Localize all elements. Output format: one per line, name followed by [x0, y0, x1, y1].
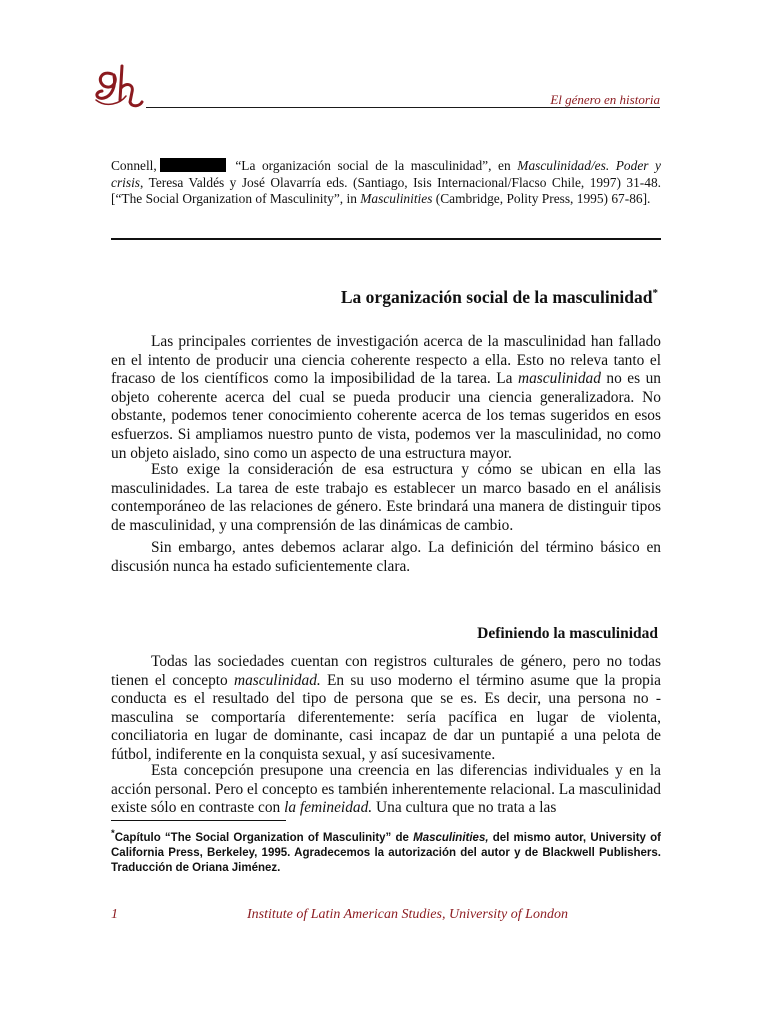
- paragraph-4: [111, 653, 661, 765]
- redaction-box: [160, 158, 226, 172]
- citation-book-2: Masculinities: [360, 191, 433, 206]
- paragraph-1: [111, 333, 661, 463]
- footnote: [111, 826, 661, 876]
- gh-monogram-logo-icon: [90, 60, 152, 112]
- page-header: [90, 60, 660, 120]
- citation-book-1: Masculinidad/es. Poder y crisis: [111, 158, 662, 190]
- paragraph-1-text-a: Las principales corrientes de investigación acerca de la masculinidad han fallado en el intento de producir una ciencia coherente respecto a ella. Esto no releva tanto el fracaso de los científicos como la imposibilidad de la tarea. La: [111, 333, 661, 388]
- running-header-title: El género en historia: [550, 92, 660, 107]
- citation-author: Connell,: [111, 158, 157, 173]
- paragraph-2: [111, 461, 661, 535]
- title-footnote-mark: *: [652, 287, 658, 300]
- citation-text-1: “La organización social de la masculinidad”, en: [228, 158, 518, 173]
- paragraph-3-text: Sin embargo, antes debemos aclarar algo. La definición del término básico en discusión nunca ha estado suficientemente clara.: [111, 539, 661, 575]
- footnote-emphasis: Masculinities,: [413, 831, 489, 844]
- page-number: 1: [111, 907, 118, 922]
- footnote-rule: [111, 820, 286, 821]
- citation-block: [111, 158, 661, 208]
- paragraph-1-text-b: no es un objeto coherente acerca del cual se pueda producir una ciencia generalizadora. No obstante, podemos tener conocimiento coherente acerca de los temas sugeridos en esos esfuerzos. Si ampliamos nuestro punto de vista, podemos ver la masculinidad, no como un objeto aislado, sino como un aspecto de una estructura mayor.: [111, 370, 661, 462]
- paragraph-5-text-a: Esta concepción presupone una creencia en las diferencias individuales y en la acción personal. Pero el concepto es también inherentemente relacional. La masculinidad existe sólo en contraste con: [111, 762, 661, 817]
- paragraph-5-text-b: Una cultura que no trata a las: [372, 799, 557, 817]
- footer-institution: Institute of Latin American Studies, University of London: [247, 907, 568, 922]
- footnote-text-a: Capítulo “The Social Organization of Masculinity” de: [114, 831, 414, 844]
- paragraph-5-emphasis: la femineidad.: [284, 799, 373, 817]
- paragraph-5: [111, 762, 661, 818]
- paragraph-4-text-b: En su uso moderno el término asume que la propia conducta es el resultado del tipo de persona que se es. Es decir, una persona no -masculina se comportaría diferentemente: sería pacífica en lugar de violenta, conciliatoria en lugar de dominante, casi incapaz de dar un puntapié a una pelota de fútbol, indiferente en la conquista sexual, y así sucesivamente.: [111, 671, 661, 763]
- paragraph-3: [111, 539, 661, 576]
- paragraph-4-text-a: Todas las sociedades cuentan con registros culturales de género, pero no todas tienen el concepto: [111, 653, 661, 689]
- article-title: [341, 287, 658, 308]
- citation-rule: [111, 238, 661, 240]
- footnote-mark: *: [111, 828, 115, 839]
- citation-text-2: , Teresa Valdés y José Olavarría eds. (Santiago, Isis Internacional/Flacso Chile, 1997) 31-48. [“The Social Organization of Masculinity”, in: [111, 174, 661, 206]
- citation-text-3: (Cambridge, Polity Press, 1995) 67-86].: [432, 191, 651, 206]
- section-heading: Definiendo la masculinidad: [477, 625, 658, 642]
- paragraph-4-emphasis: masculinidad.: [233, 671, 321, 689]
- article-title-text: La organización social de la masculinidad: [340, 287, 653, 307]
- paragraph-1-emphasis: masculinidad: [517, 370, 601, 388]
- paragraph-2-text: Esto exige la consideración de esa estructura y cómo se ubican en ella las masculinidades. La tarea de este trabajo es establecer un marco basado en el análisis contemporáneo de las relaciones de género. Este brindará una manera de distinguir tipos de masculinidad, y una comprensión de las dinámicas de cambio.: [111, 461, 661, 534]
- footnote-text-b: del mismo autor, University of California Press, Berkeley, 1995. Agradecemos la autorización del autor y de Blackwell Publishers. Traducción de Oriana Jiménez.: [111, 831, 661, 874]
